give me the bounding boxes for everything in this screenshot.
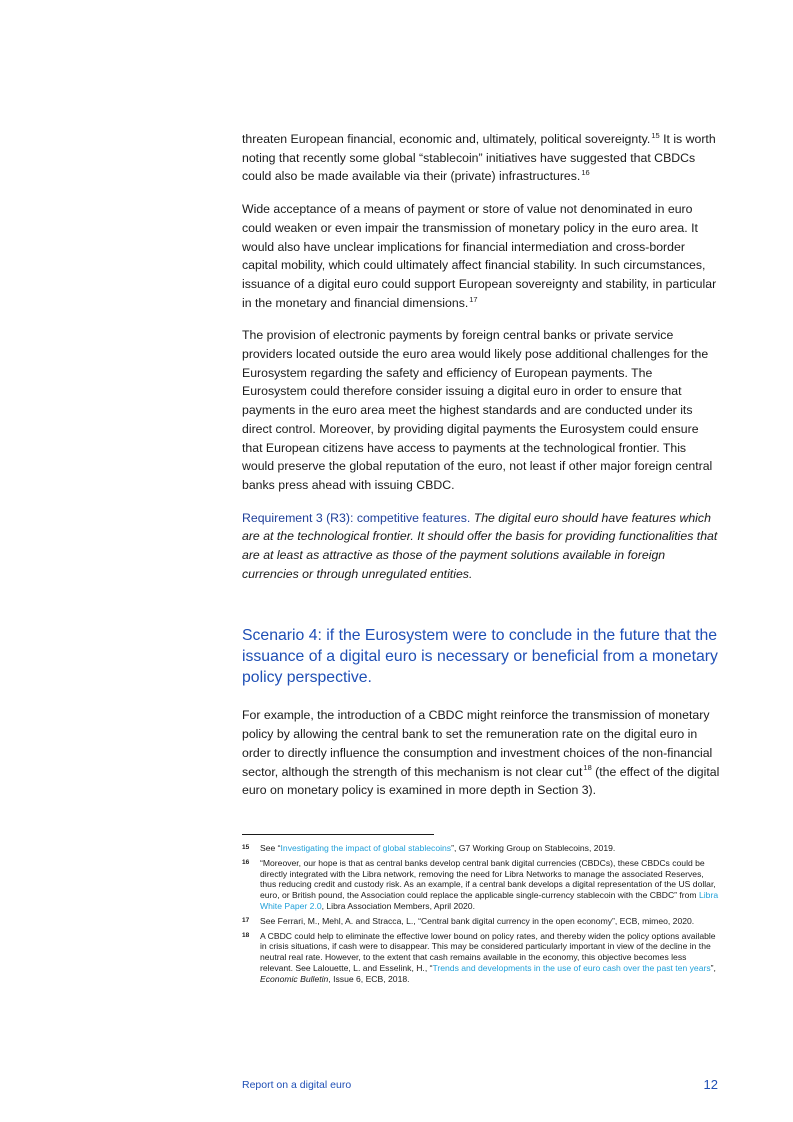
libra-white-paper-link[interactable]: Libra White Paper 2.0: [260, 890, 719, 911]
requirement-label: Requirement 3 (R3): competitive features.: [242, 510, 471, 525]
footnote-number: 18: [242, 931, 250, 939]
footnote-ref-17[interactable]: 17: [469, 294, 478, 304]
section-heading-scenario-4: Scenario 4: if the Eurosystem were to conclude in the future that the issuance of a digital euro is necessary or beneficial from a monetary policy perspective.: [242, 627, 718, 687]
requirement-text: The digital euro should have features which are at the technological frontier. It should offer the basis for providing functionalities that are at least as attractive as those of the payment solutions available in foreign currencies or through unregulated entities.: [242, 510, 718, 581]
requirement-3-box: [242, 509, 720, 584]
footer-report-title: Report on a digital euro: [242, 1079, 352, 1091]
footnote-18: 18 A CBDC could help to eliminate the effective lower bound on policy rates, and thereby widen the policy options available in crisis situations, if cash were to disappear. This may be considered particularly important in view of the decline in the neutral real rate. However, to the extent that cash remains available in the economy, this objective becomes less relevant. See Lalouette, L. and Esselink, H., “Trends and developments in the use of euro cash over the past ten years”, Economic Bulletin, Issue 6, ECB, 2018.: [242, 930, 716, 984]
footnote-divider: [242, 834, 434, 835]
footnote-16: 16 “Moreover, our hope is that as central banks develop central bank digital currencies (CBDCs), these CBDCs could be directly integrated with the Libra network, removing the need for Libra Networks to manage the associated Reserves, thus reducing credit and custody risk. As an example, if a central bank develops a digital representation of the US dollar, euro, or British pound, the Association could replace the applicable single-currency stablecoin with the CBDC” from Libra White Paper 2.0, Libra Association Members, April 2020.: [242, 857, 719, 911]
footnote-ref-15[interactable]: 15: [651, 130, 660, 140]
footnote-number: 17: [242, 916, 250, 924]
paragraph-wide-acceptance: Wide acceptance of a means of payment or store of value not denominated in euro could weaken or even impair the transmission of monetary policy in the euro area. It would also have unclear implications for financial intermediation and cross-border capital mobility, which could ultimately affect financial stability. In such circumstances, issuance of a digital euro could support European sovereignty and stability, in particular in the monetary and financial dimensions.$^{17}$: [242, 202, 717, 310]
stablecoins-link[interactable]: Investigating the impact of global stablecoins: [280, 843, 452, 853]
footnote-number: 16: [242, 858, 250, 866]
footnote-17: 17 See Ferrari, M., Mehl, A. and Stracca, L., “Central bank digital currency in the open economy”, ECB, mimeo, 2020.: [242, 915, 695, 926]
footnote-number: 15: [242, 844, 250, 851]
paragraph-cbdc-example: For example, the introduction of a CBDC might reinforce the transmission of monetary policy by allowing the central bank to set the remuneration rate on the digital euro in order to directly influence the consumption and investment choices of the non-financial sector, although the strength of this mechanism is not clear cut$^{18}$ (the effect of the digital euro on monetary policy is examined in more depth in Section 3).: [242, 708, 720, 798]
paragraph-sovereignty: threaten European financial, economic and, ultimately, political sovereignty.$^{15}$ It is worth noting that recently some global “stablecoin” initiatives have suggested that CBDCs could also be made available via their (private) infrastructures.$^{16}$: [242, 130, 716, 184]
main-content: [242, 130, 720, 814]
page-number: 12: [703, 1077, 718, 1092]
footnote-ref-16[interactable]: 16: [581, 168, 590, 178]
paragraph-electronic-payments: The provision of electronic payments by foreign central banks or private service providers located outside the euro area would likely pose additional challenges for the Eurosystem regarding the safety and efficiency of European payments. The Eurosystem could therefore consider issuing a digital euro in order to ensure that payments in the euro area meet the highest standards and are conducted under its direct control. Moreover, by providing digital payments the Eurosystem could ensure that European citizens have access to payments at the technological frontier. This would preserve the global reputation of the euro, not least if other major foreign central banks press ahead with issuing CBDC.: [242, 328, 713, 492]
footnotes: [242, 843, 720, 989]
footnote-ref-18[interactable]: 18: [583, 763, 592, 773]
euro-cash-trends-link[interactable]: Trends and developments in the use of euro cash over the past ten years: [432, 962, 711, 973]
footnote-15: 15 See “Investigating the impact of global stablecoins”, G7 Working Group on Stablecoins, 2019.: [242, 843, 616, 853]
